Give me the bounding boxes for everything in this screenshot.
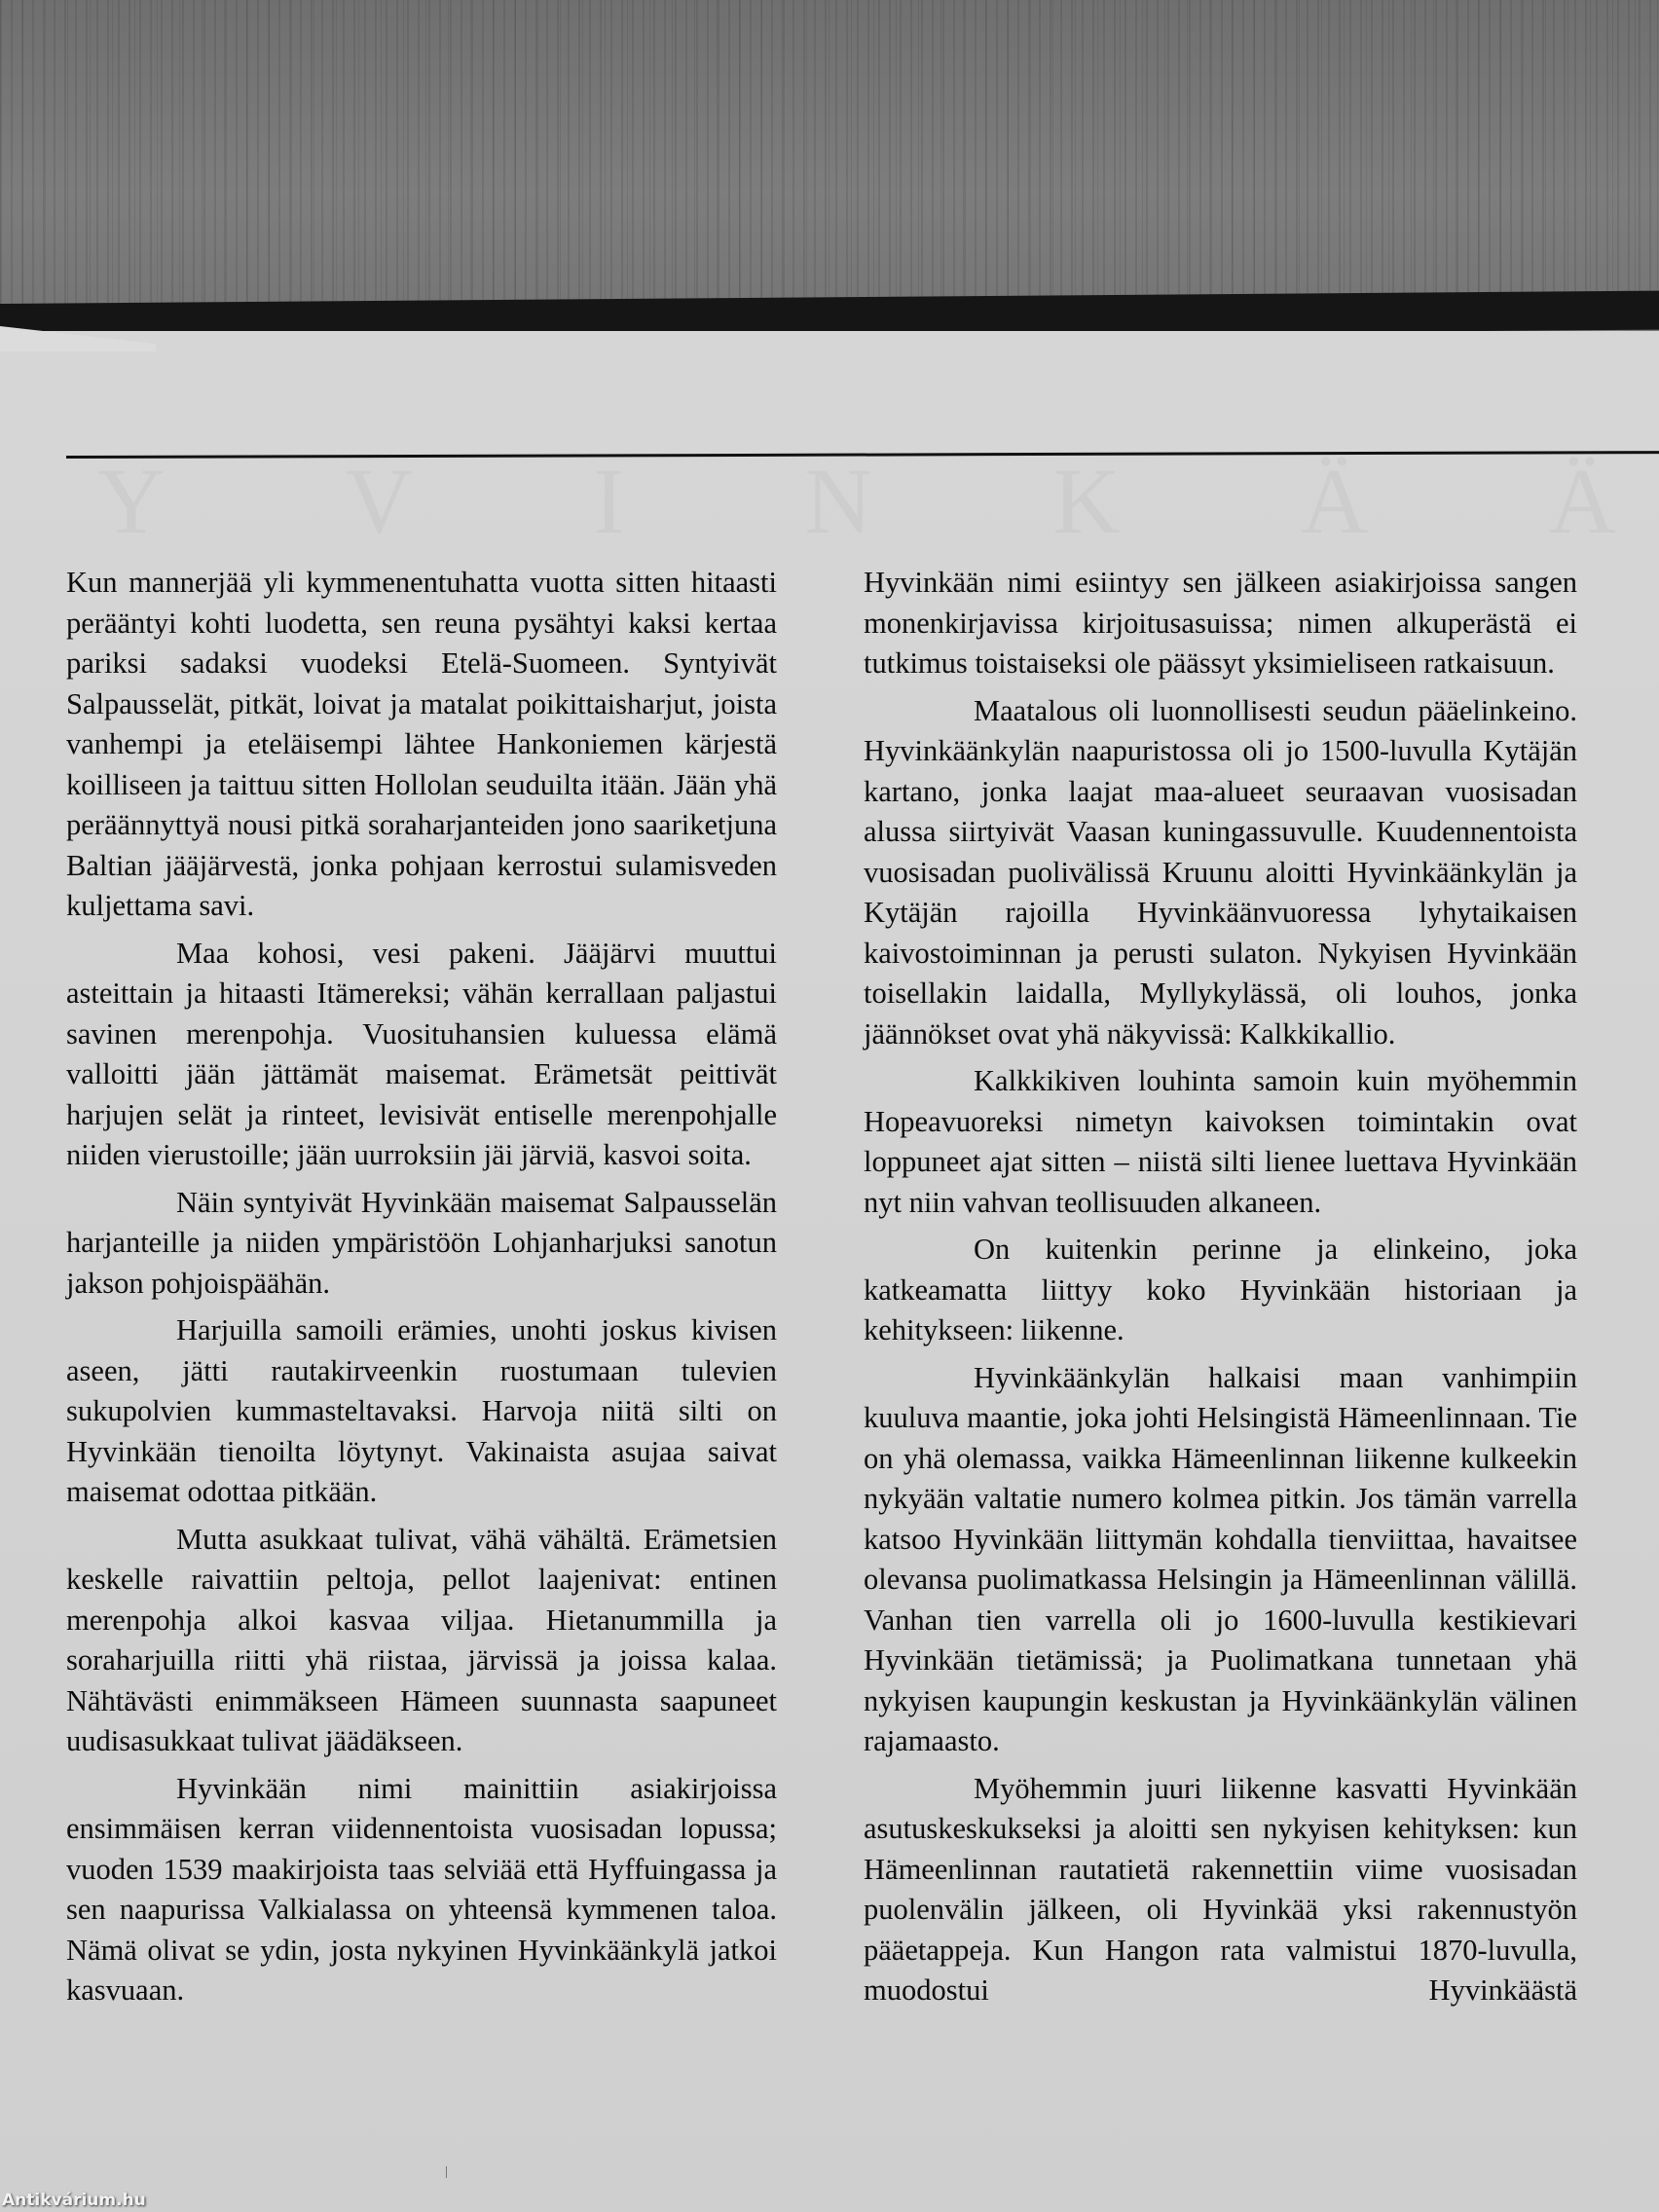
paragraph: Harjuilla samoili erämies, unohti joskus kivisen aseen, jätti rautakirveenkin ruostumaan tulevien sukupolvien kummasteltavaksi. Harvoja niitä silti on Hyvinkään tienoilta löytynyt. Vakinaista asujaa saivat maisemat odottaa pitkään. — [66, 1313, 777, 1508]
paragraph: Hyvinkään nimi mainittiin asiakirjoissa ensimmäisen kerran viidennentoista vuosisadan lopussa; vuoden 1539 maakirjoista taas selviää että Hyffuingassa ja sen naapurissa Valkialassa on yhteensä kymmenen taloa. Nämä olivat se ydin, josta nykyinen Hyvinkäänkylä jatkoi kasvuaan. — [66, 1771, 777, 2007]
ghost-letter — [1301, 458, 1368, 545]
ghost-letter — [1549, 458, 1616, 545]
wood-background — [0, 0, 1659, 321]
paragraph: Myöhemmin juuri liikenne kasvatti Hyvinkään asutuskeskukseksi ja aloitti sen nykyisen kehityksen: kun Hämeenlinnan rautatietä rakennettiin viime vuosisadan puolenvälin jälkeen, oli Hyvinkää yksi rakennustyön pääetappeja. Kun Hangon rata valmistui 1870-luvulla, muodostui Hyvinkäästä — [864, 1771, 1577, 2007]
gutter-mark — [446, 2166, 447, 2178]
paragraph: Kalkkikiven louhinta samoin kuin myöhemmin Hopeavuoreksi nimetyn kaivoksen toimintakin ovat loppuneet ajat sitten – niistä silti lienee luettava Hyvinkään nyt niin vahvan teollisuuden alkaneen. — [864, 1064, 1577, 1219]
paragraph: Hyvinkään nimi esiintyy sen jälkeen asiakirjoissa sangen monenkirjavissa kirjoitusasuissa; nimen alkuperästä ei tutkimus toistaiseksi ole päässyt yksimieliseen ratkaisuun. — [864, 566, 1577, 680]
ghost-heading — [58, 458, 1655, 545]
paragraph: Kun mannerjää yli kymmenentuhatta vuotta sitten hitaasti perääntyi kohti luodetta, sen reuna pysähtyi kaksi kertaa pariksi sadaksi vuodeksi Etelä-Suomeen. Syntyivät Salpausselät, pitkät, loivat ja matalat poikittaisharjut, joista vanhempi ja eteläisempi lähtee Hankoniemen kärjestä koilliseen ja taittuu sitten Hollolan seuduilta itään. Jään yhä peräännyttyä nousi pitkä soraharjanteiden jono saariketjuna Baltian jääjärvestä, jonka pohjaan kerrostui sulamisveden kuljettama savi. — [66, 566, 777, 922]
ghost-letter — [1052, 458, 1120, 545]
ghost-letter — [805, 458, 872, 545]
paragraph: Näin syntyivät Hyvinkään maisemat Salpausselän harjanteille ja niiden ympäristöön Lohjanharjuksi sanotun jakson pohjoispäähän. — [66, 1185, 777, 1300]
ghost-letter — [346, 458, 413, 545]
ghost-letter — [97, 458, 165, 545]
ghost-letter — [593, 458, 624, 545]
left-column — [66, 563, 777, 2018]
paragraph: Maa kohosi, vesi pakeni. Jääjärvi muuttui asteittain ja hitaasti Itämereksi; vähän kerrallaan paljastui savinen merenpohja. Vuosituhansien kuluessa elämä valloitti jään jättämät maisemat. Erämetsät peittivät harjujen selät ja rinteet, levisivät entiselle merenpohjalle niiden vierustoille; jään uurroksiin jäi järviä, kasvoi soita. — [66, 936, 777, 1171]
right-column — [864, 563, 1577, 2018]
paragraph: Hyvinkäänkylän halkaisi maan vanhimpiin kuuluva maantie, joka johti Helsingistä Hämeenlinnaan. Tie on yhä olemassa, vaikka Hämeenlinnan liikenne kulkeekin nykyään valtatie numero kolmea pitkin. Jos tämän varrella katsoo Hyvinkään liittymän kohdalla tienviittaa, havaitsee olevansa puolimatkassa Helsingin ja Hämeenlinnan välillä. Vanhan tien varrella oli jo 1600-luvulla kestikievari Hyvinkään tietämissä; ja Puolimatkana tunnetaan yhä nykyisen kaupungin keskustan ja Hyvinkäänkylän välinen rajamaasto. — [864, 1360, 1577, 1757]
source-watermark: Antikvárium.hu — [2, 2191, 146, 2210]
paragraph: Mutta asukkaat tulivat, vähä vähältä. Erämetsien keskelle raivattiin peltoja, pellot laajenivat: entinen merenpohja alkoi kasvaa viljaa. Hietanummilla ja soraharjuilla riitti yhä riistaa, järvissä ja joissa kalaa. Nähtävästi enimmäkseen Hämeen suunnasta saapuneet uudisasukkaat tulivat jäädäkseen. — [66, 1522, 777, 1757]
paragraph: Maatalous oli luonnollisesti seudun pääelinkeino. Hyvinkäänkylän naapuristossa oli jo 1500-luvulla Kytäjän kartano, jonka laajat maa-alueet seuraavan vuosisadan alussa siirtyivät Vaasan kuningassuvulle. Kuudennentoista vuosisadan puolivälissä Kruunu aloitti Hyvinkäänkylän ja Kytäjän rajoilla Hyvinkäänvuoressa lyhytaikaisen kaivostoiminnan ja perusti sulaton. Nykyisen Hyvinkään toisellakin laidalla, Myllykylässä, oli louhos, jonka jäännökset ovat yhä näkyvissä: Kalkkikallio. — [864, 693, 1577, 1051]
paragraph: On kuitenkin perinne ja elinkeino, joka katkeamatta liittyy koko Hyvinkään historiaan ja kehitykseen: liikenne. — [864, 1233, 1577, 1346]
